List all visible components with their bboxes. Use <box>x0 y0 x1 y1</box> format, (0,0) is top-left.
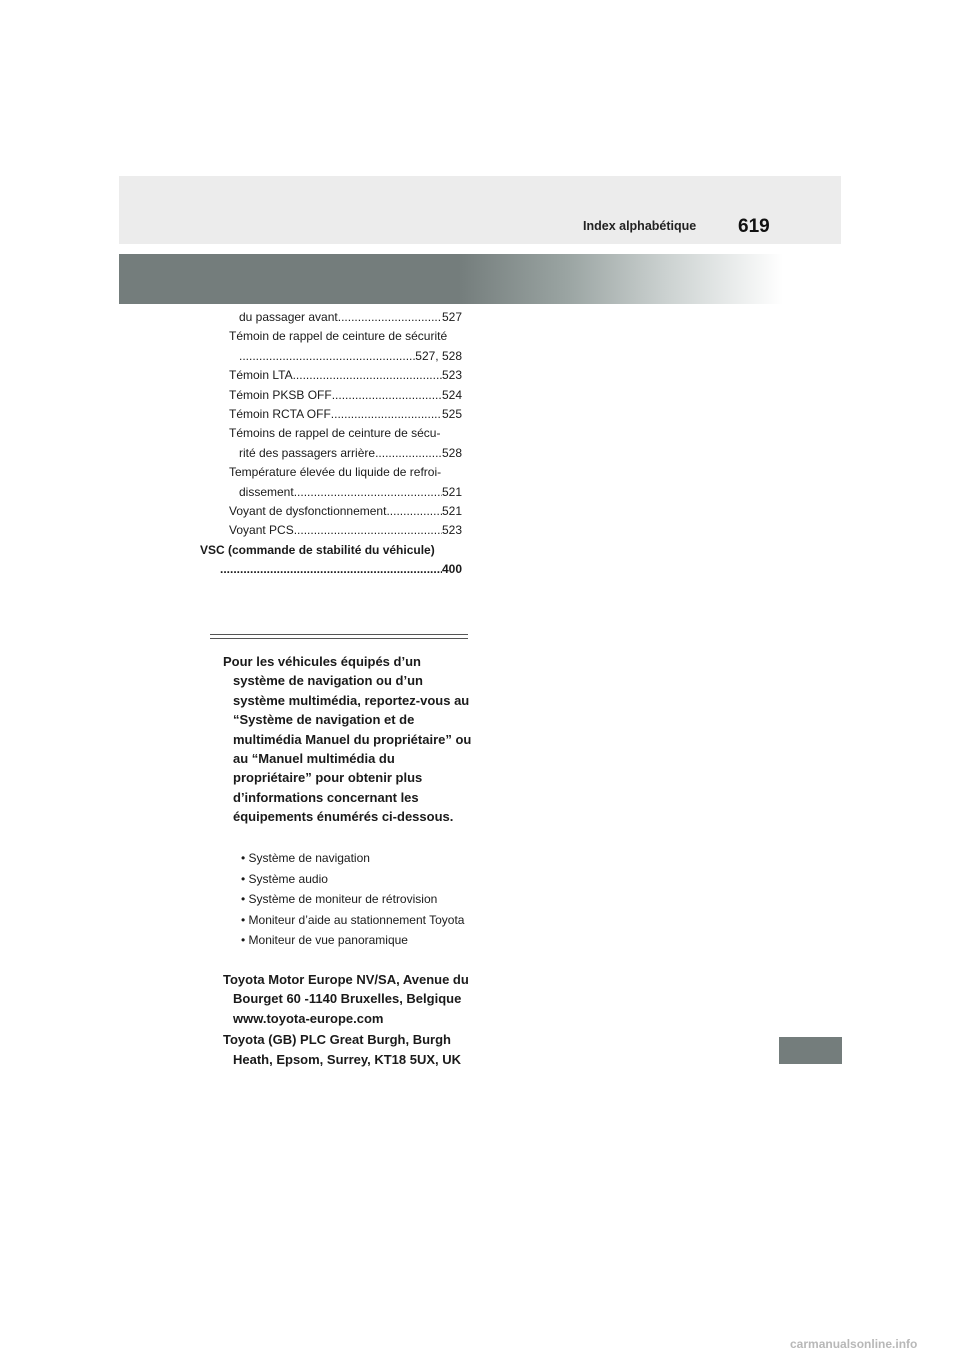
chapter-thumb-tab <box>779 1037 842 1064</box>
index-page-ref[interactable]: 527, 528 <box>415 348 462 363</box>
index-term: Témoin LTA <box>229 368 293 383</box>
navigation-note-text: Pour les véhicules équipés d’un système de navigation ou d’un système multimédia, reportez-vous au “Système de navigation et de multimédia Manuel du propriétaire” ou au “Manuel multimédia du propriétaire” pour obtenir plus d’informations concernant les équipements énumérés ci-dessous. <box>223 654 472 825</box>
index-entry <box>200 405 462 424</box>
index-entry <box>200 327 462 366</box>
index-entry <box>200 502 462 521</box>
leader-dots <box>331 405 442 424</box>
index-entry-line <box>229 327 462 346</box>
list-item: • Moniteur de vue panoramique <box>241 933 408 947</box>
list-item: • Système audio <box>241 871 328 886</box>
index-entry-line <box>229 424 462 443</box>
navigation-equipment-list <box>241 848 471 951</box>
index-page-ref[interactable]: 521 <box>441 484 462 499</box>
index-term: dissement <box>239 484 294 499</box>
index-term: Voyant PCS <box>229 523 294 538</box>
list-item: • Système de moniteur de rétrovision <box>241 892 438 906</box>
index-entry-line <box>200 541 462 560</box>
list-item: • Moniteur d’aide au stationnement Toyota <box>241 912 465 927</box>
leader-dots <box>239 347 415 366</box>
index-entry <box>200 386 462 405</box>
header-band <box>119 176 841 244</box>
index-entry-line <box>229 308 462 327</box>
index-page-ref[interactable]: 527 <box>441 310 462 324</box>
index-entry-line <box>229 521 462 540</box>
index-entry-line <box>229 386 462 405</box>
index-term: Témoin PKSB OFF <box>229 387 332 402</box>
address-uk: Toyota (GB) PLC Great Burgh, Burgh Heath, Epsom, Surrey, KT18 5UX, UK <box>223 1032 462 1067</box>
index-term: rité des passagers arrière <box>239 445 376 460</box>
index-entry-line <box>229 483 462 502</box>
index-term: Témoins de rappel de ceinture de sécu- <box>229 426 441 441</box>
index-entry <box>200 308 462 327</box>
address-europe: Toyota Motor Europe NV/SA, Avenue du Bourget 60 -1140 Bruxelles, Belgique www.toyota-europe.com <box>223 972 469 1026</box>
index-term: Témoin de rappel de ceinture de sécurité <box>229 329 448 344</box>
leader-dots <box>386 502 442 521</box>
list-item: • Système de navigation <box>241 851 370 865</box>
navigation-note <box>223 652 473 827</box>
index-page-ref[interactable]: 523 <box>441 368 462 383</box>
leader-dots <box>332 386 442 405</box>
leader-dots <box>294 483 442 502</box>
index-entry-line <box>229 366 462 385</box>
index-term: VSC (commande de stabilité du véhicule) <box>200 542 435 557</box>
index-entry <box>200 463 462 502</box>
page-number: 619 <box>738 216 770 237</box>
index-entry <box>200 541 462 580</box>
leader-dots <box>220 560 442 579</box>
decorative-gradient-band <box>119 254 841 304</box>
divider-rule <box>210 634 468 635</box>
index-page-ref[interactable]: 524 <box>441 387 462 402</box>
index-term: Voyant de dysfonctionnement <box>229 504 387 519</box>
leader-dots <box>294 521 442 540</box>
index-entry-line <box>229 405 462 424</box>
index-entry-line <box>229 444 462 463</box>
index-page-ref[interactable]: 523 <box>441 523 462 538</box>
index-entry-line <box>229 347 462 366</box>
leader-dots <box>338 308 442 327</box>
index-term: Témoin RCTA OFF <box>229 407 331 422</box>
index-entry <box>200 424 462 463</box>
alphabetical-index-list <box>200 308 462 580</box>
index-page-ref[interactable]: 525 <box>441 407 462 422</box>
watermark: carmanualsonline.info <box>790 1337 918 1351</box>
index-entry-line <box>210 560 462 579</box>
leader-dots <box>375 444 442 463</box>
index-entry <box>200 366 462 385</box>
divider-rule <box>210 638 468 639</box>
index-term: du passager avant <box>239 310 338 324</box>
index-page-ref[interactable]: 528 <box>441 445 462 460</box>
leader-dots <box>293 366 442 385</box>
index-entry-line <box>229 463 462 482</box>
section-title: Index alphabétique <box>583 219 697 233</box>
index-entry <box>200 521 462 540</box>
index-entry-line <box>229 502 462 521</box>
index-page-ref[interactable]: 400 <box>441 562 462 577</box>
index-page-ref[interactable]: 521 <box>441 504 462 519</box>
index-term: Température élevée du liquide de refroi- <box>229 465 442 480</box>
company-addresses <box>223 970 473 1071</box>
